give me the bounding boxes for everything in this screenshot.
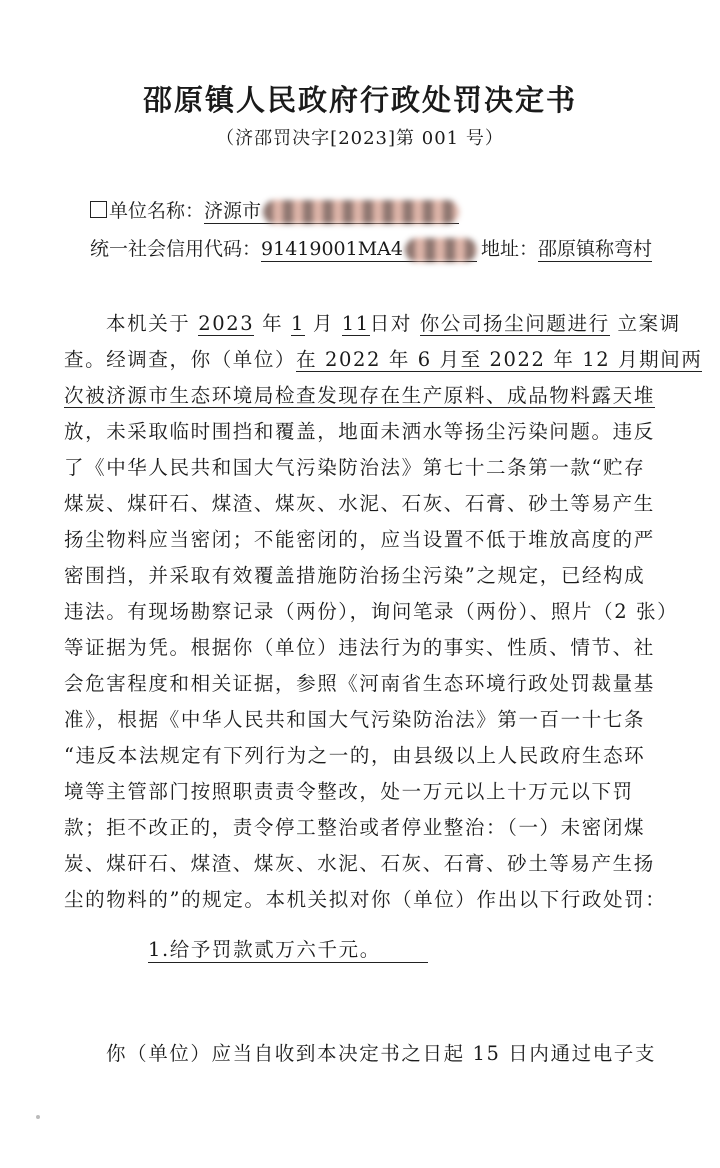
- text: 本机关于: [106, 312, 191, 335]
- para1-line13: “违反本法规定有下列行为之一的，由县级以上人民政府生态环: [64, 744, 646, 767]
- unit-name-value: [204, 200, 459, 224]
- unit-name-text: 济源市: [204, 200, 262, 222]
- para2-line1: 你（单位）应当自收到本决定书之日起 15 日内通过电子支: [106, 1042, 657, 1065]
- address-label: 地址：: [481, 238, 539, 260]
- text: 立案调: [617, 312, 681, 335]
- unit-name-row: [90, 196, 459, 224]
- para1-line7: 扬尘物料应当密闭；不能密闭的，应当设置不低于堆放高度的严: [64, 528, 655, 551]
- penalty-item: 1.给予罚款贰万六千元。: [148, 938, 381, 961]
- violation-finding: 次被济源市生态环境局检查发现存在生产原料、成品物料露天堆: [64, 384, 655, 407]
- text: 查。经调查，你（单位）: [64, 348, 297, 371]
- date-year: 2023: [198, 312, 255, 335]
- redaction-mark-2: [405, 238, 477, 262]
- para1-line2: [64, 346, 703, 374]
- text: 日对: [369, 312, 412, 335]
- para1-line12: 准》，根据《中华人民共和国大气污染防治法》第一百一十七条: [64, 708, 646, 731]
- credit-code-row: [90, 234, 652, 262]
- date-month: 1: [290, 312, 305, 335]
- document-title: 邵原镇人民政府行政处罚决定书: [142, 83, 577, 117]
- document-number: （济邵罚决字[2023]第 001 号）: [216, 128, 504, 149]
- redaction-mark: [263, 200, 459, 224]
- text: 月: [312, 312, 334, 335]
- scan-speck: [36, 1115, 40, 1119]
- para1-line11: 会危害程度和相关证据，参照《河南省生态环境行政处罚裁量基: [64, 672, 655, 695]
- checkbox-icon: [90, 201, 107, 218]
- para1-line16: 炭、煤矸石、煤渣、煤灰、水泥、石灰、石膏、砂土等易产生扬: [64, 852, 655, 875]
- para1-line10: 等证据为凭。根据你（单位）违法行为的事实、性质、情节、社: [64, 636, 655, 659]
- para1-line17: 尘的物料的”的规定。本机关拟对你（单位）作出以下行政处罚：: [64, 888, 667, 911]
- text: 年: [262, 312, 284, 335]
- credit-code-label: 统一社会信用代码：: [90, 238, 262, 260]
- para1-line3: [64, 382, 664, 410]
- date-day: 11: [341, 312, 370, 335]
- address-value: 邵原镇称弯村: [538, 238, 653, 260]
- para1-line6: 煤炭、煤矸石、煤渣、煤灰、水泥、石灰、石膏、砂土等易产生: [64, 492, 655, 515]
- case-subject: 你公司扬尘问题进行: [419, 312, 610, 335]
- violation-period: 在 2022 年 6 月至 2022 年 12 月期间两: [296, 348, 703, 371]
- para1-line9: 违法。有现场勘察记录（两份），询问笔录（两份）、照片（2 张）: [64, 600, 679, 623]
- para1-line5: 了《中华人民共和国大气污染防治法》第七十二条第一款“贮存: [64, 456, 646, 479]
- para1-line4: 放，未采取临时围挡和覆盖，地面未洒水等扬尘污染问题。违反: [64, 420, 655, 443]
- para1-line15: 款；拒不改正的，责令停工整治或者停业整治：（一）未密闭煤: [64, 816, 646, 839]
- para1-line14: 境等主管部门按照职责责令整改，处一万元以上十万元以下罚: [64, 780, 634, 803]
- credit-code-text: 91419001MA4: [261, 238, 403, 260]
- para1-line1: [106, 310, 681, 338]
- credit-code-value: [261, 238, 477, 262]
- para1-line8: 密围挡，并采取有效覆盖措施防治扬尘污染”之规定，已经构成: [64, 564, 646, 587]
- penalty-underline: [148, 962, 428, 963]
- unit-name-label: 单位名称：: [109, 200, 205, 222]
